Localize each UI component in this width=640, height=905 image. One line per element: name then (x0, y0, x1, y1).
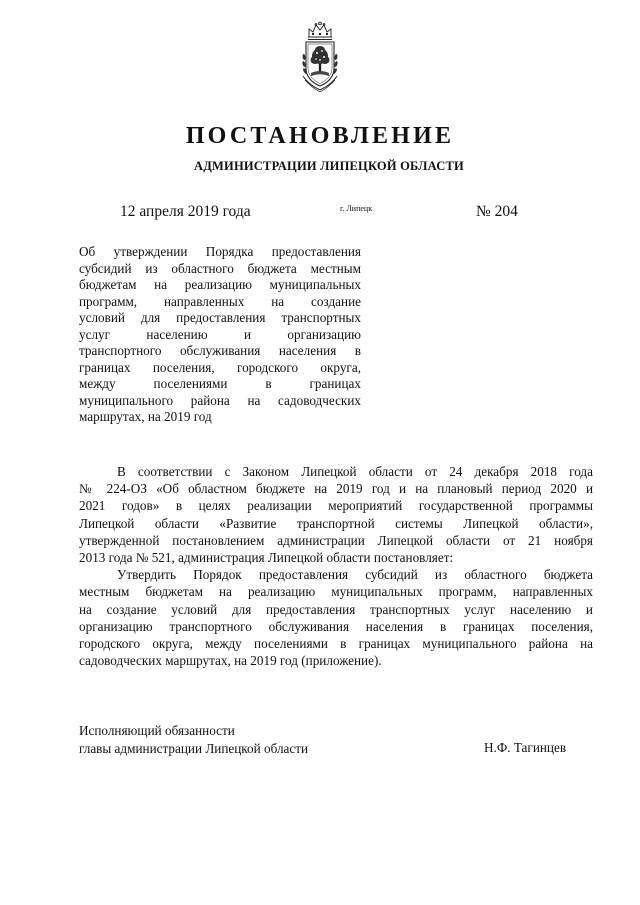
subject-line: услуг населению и организацию (79, 326, 361, 342)
subject-line: между поселениями в границах (79, 376, 361, 391)
body-line: В соответствии с Законом Липецкой области от 24 декабря 2018 года (117, 464, 593, 479)
signatory-title (79, 722, 308, 757)
body-line: организацию транспортного обслуживания населения в границах поселения, (79, 618, 593, 634)
body-line: 2013 года № 521, администрация Липецкой области постановляет: (79, 549, 454, 565)
document-type-title: ПОСТАНОВЛЕНИЕ (185, 123, 455, 149)
body-line: городского округа, между поселениями в границах муниципального района на (79, 635, 593, 651)
body-line: 2021 годов» в целях реализации мероприятий государственной программы (79, 498, 593, 514)
issuer-subtitle: АДМИНИСТРАЦИИ ЛИПЕЦКОЙ ОБЛАСТИ (194, 159, 464, 173)
body-line: на создание условий для предоставления транспортных услуг населению и (79, 601, 593, 617)
subject-line: маршрутах, на 2019 год (79, 409, 212, 424)
signatory-title-line: главы администрации Липецкой области (79, 740, 309, 756)
body-line: местным бюджетам на реализацию муниципальных программ, направленных (79, 584, 593, 600)
body-line: № 224-ОЗ «Об областном бюджете на 2019 год и на плановый период 2020 и (79, 481, 593, 497)
subject-line: субсидий из областного бюджета местным (79, 260, 361, 276)
document-place: г. Липецк (340, 204, 373, 213)
signatory-name: Н.Ф. Тагинцев (484, 740, 567, 755)
subject-line: программ, направленных на создание (79, 293, 361, 309)
document-number: № 204 (476, 203, 518, 220)
subject-line: условий для предоставления транспортных (79, 310, 361, 325)
body-line: Липецкой области «Развитие транспортной системы Липецкой области», (79, 515, 593, 531)
body-line: садоводческих маршрутах, на 2019 год (приложение). (79, 653, 382, 669)
document-date: 12 апреля 2019 года (120, 203, 251, 220)
body-line: утвержденной постановлением администрации Липецкой области от 21 ноября (79, 532, 593, 548)
subject-line: Об утверждении Порядка предоставления (79, 244, 361, 259)
signatory-title-line: Исполняющий обязанности (79, 723, 235, 738)
body-line: Утвердить Порядок предоставления субсидий из областного бюджета (117, 567, 593, 583)
coat-of-arms-emblem (300, 20, 340, 95)
subject-line: транспортного обслуживания населения в (79, 343, 361, 358)
subject-line: бюджетам на реализацию муниципальных (79, 277, 361, 292)
subject-line: муниципального района на садоводческих (79, 392, 361, 408)
document-subject (79, 244, 361, 426)
subject-line: границах поселения, городского округа, (79, 359, 361, 375)
document-body (79, 463, 593, 669)
